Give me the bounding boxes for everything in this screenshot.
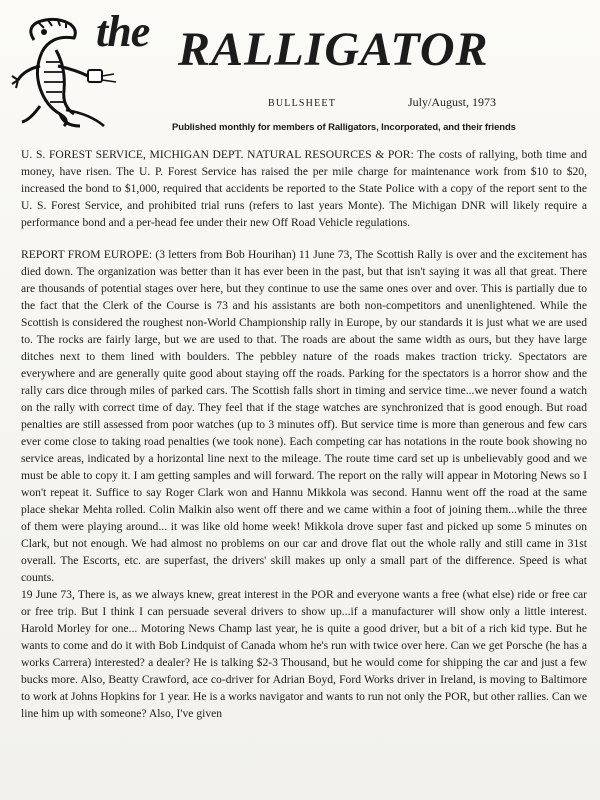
masthead-the: the bbox=[96, 7, 150, 56]
forest-service-paragraph: U. S. FOREST SERVICE, MICHIGAN DEPT. NATURAL RESOURCES & POR: The costs of rallying, both time and money, have risen. The U. P. Forest Service has raised the per mile charge for maintenance work from $10 to $20, increased the bond to $1,000, required that accidents be reported to the State Police with a copy of the report sent to the U. S. Forest Service, and prohibited trial runs (refers to last years Monte). The Michigan DNR will likely require a performance bond and a per-head fee under their new Off Road Vehicle regulations. bbox=[21, 148, 587, 229]
europe-report-section bbox=[21, 246, 587, 722]
europe-report-paragraph-2: 19 June 73, There is, as we always knew, great interest in the POR and everyone wants a free (what else) ride or free car or free trip. But I think I can persuade several drivers to show up...if a manufacturer will show only a little interest. Harold Morley for one... Motoring News Champ last year, he is quite a good driver, but a bit of a rich kid type. But he wants to come and do it with Bob Lindquist of Canada whom he's run with twice over here. Can we get Porsche (he has a works Carrera) interested? a dealer? He is talking $2-3 Thousand, but he would come for shipping the car and just a few bucks more. Also, Beatty Crawford, ace co-driver for Adrian Boyd, Ford Works driver in Ireland, is moving to Baltimore to work at Johns Hopkins for 1 year. He is a works navigator and wants to run not only the POR, but other rallies. Can we line him up with someone? Also, I've given bbox=[21, 588, 587, 720]
issue-date: July/August, 1973 bbox=[408, 95, 497, 109]
masthead-title: RALLIGATOR bbox=[178, 23, 489, 76]
europe-report-paragraph-1: REPORT FROM EUROPE: (3 letters from Bob Hourihan) 11 June 73, The Scottish Rally is over and the excitement has died down. The organization was better than it has ever been in the past, but that isn't saying it was all that great. There are thousands of potential stages over here, but they continue to use the same ones over and over. This is partially due to the fact that the Clerk of the Course is 73 and his assistants are both non-competitors and unenlightened. While the Scottish is considered the roughest non-World Championship rally in Europe, by our standards it is just what we are used to. The rocks are fairly large, but we are used to that. The roads are about the same width as ours, but they have large ditches next to them lined with boulders. The pebbley nature of the roads makes traction tricky. Spectators are everywhere and are generally quite good about staying off the roads. Parking for the spectators is a horror show and the rally cars dice through miles of parked cars. The Scottish falls short in timing and service time...we never found a watch on the rally with correct time of day. They feel that if the stage watches are synchronized that is good enough. But road penalties are still assessed from poor watches (up to 3 minutes off). But service time is more than generous and few cars ever come close to taking road penalties (we took none). Each competing car has notations in the route book showing no service areas, indicated by a horizontal line next to the mileage. The route time card set up is unbelievably good and we must be able to copy it. I am getting samples and will forward. The report on the rally will appear in Motoring News so I won't repeat it. Suffice to say Roger Clark won and Hannu Mikkola was second. Hannu went off the road at the same place shekar Mehta rolled. Colin Malkin also went off there and we came within a foot of joining them...while the three of them were playing around... it was like old home week! Mikkola drove super fast and picked up some 5 minutes on Clark, but not enough. We had almost no problems on our car and drove flat out the whole rally and still came in 31st overall. The Escorts, etc. are superfast, the drivers' skill makes up only a small part of the difference. Speed is what counts. bbox=[21, 248, 587, 584]
masthead-bullsheet: BULLSHEET bbox=[268, 98, 337, 109]
forest-service-section bbox=[21, 146, 587, 231]
masthead-tagline: Published monthly for members of Ralligators, Incorporated, and their friends bbox=[172, 122, 516, 133]
